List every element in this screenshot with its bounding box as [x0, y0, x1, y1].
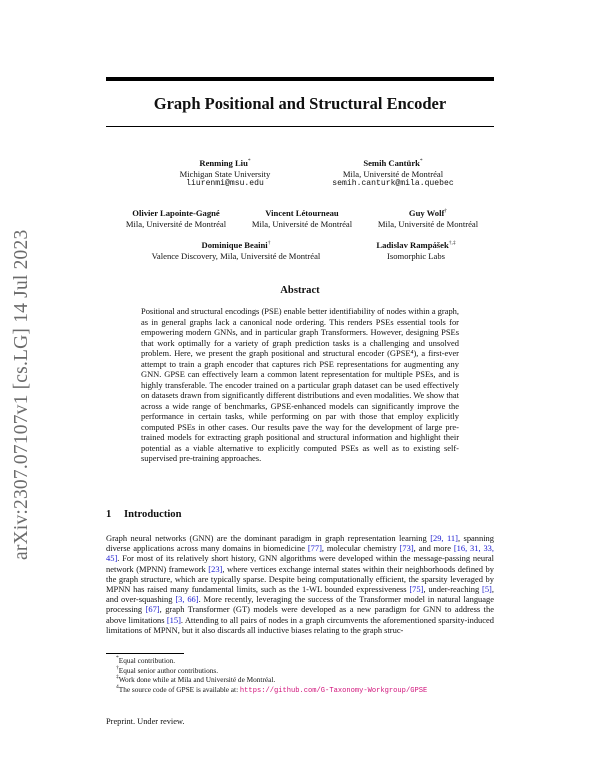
author-name: Vincent Létourneau [265, 208, 339, 218]
citation-link[interactable]: [16, 31, 33, 45] [106, 543, 495, 564]
author-name: Semih Cantürk* [363, 158, 423, 168]
citation-link[interactable]: [15] [166, 614, 181, 625]
author-mark: † [267, 240, 271, 246]
footnote: $^4$The source code of GPSE is available at: https://github.com/G-Taxonomy-Workgroup/GPSE [116, 683, 428, 695]
citation-link[interactable]: [23] [208, 563, 223, 574]
section-number: 1 [106, 509, 112, 520]
paper-title: Graph Positional and Structural Encoder [153, 94, 447, 113]
arxiv-identifier: arXiv:2307.07107v1 [cs.LG] 14 Jul 2023 [11, 229, 32, 560]
author-name: Olivier Lapointe-Gagné [132, 208, 220, 218]
section-title: Introduction [124, 509, 182, 520]
author-affiliation: Mila, Université de Montréal [342, 168, 444, 179]
author-block [298, 158, 488, 190]
source-code-link[interactable]: https://github.com/G-Taxonomy-Workgroup/GPSE [239, 686, 428, 695]
citation-link[interactable]: [77] [307, 543, 322, 554]
author-affiliation: Mila, Université de Montréal [251, 218, 353, 229]
author-block [136, 240, 336, 261]
author-name: Renming Liu* [199, 158, 251, 168]
author-name: Dominique Beaini† [201, 240, 271, 250]
abstract-text: Positional and structural encodings (PSE) enable better identifiability of nodes within a graph, as in general graphs lack a canonical node ordering. This renders PSEs essential tools for empowering modern GNNs, and in particular graph Transformers. However, designing PSEs that work optimally for a variety of graph prediction tasks is a challenging and unsolved problem. Here, we present the graph positional and structural encoder (GPSE⁴), a first-ever attempt to train a graph encoder that captures rich PSE representations for augmenting any GNN. GPSE can effectively learn a common latent representation for multiple PSEs, and is highly transferable. The encoder trained on a particular graph dataset can be used effectively on datasets drawn from significantly different distributions and even modalities. We show that across a wide range of benchmarks, GPSE-enhanced models can significantly improve the performance in certain tasks, while performing on par with those that employ explicitly computed PSEs in other cases. Our results pave the way for the development of large pre-trained models for extracting graph positional and structural information and highlight their potential as a viable alternative to explicitly computed PSEs as well as to existing self-supervised pre-training approaches. [141, 306, 459, 463]
footnotes [116, 656, 494, 696]
author-affiliation: Mila, Université de Montréal [377, 218, 479, 229]
citation-link[interactable]: [3, 66] [175, 594, 199, 605]
citation-link[interactable]: [75] [409, 584, 424, 595]
author-name: Ladislav Rampášek†,‡ [376, 240, 456, 250]
author-email[interactable]: liurenmi@msu.edu [186, 179, 264, 189]
author-mark: † [444, 208, 448, 214]
citation-link[interactable]: [5] [482, 584, 492, 595]
title-top-rule [106, 77, 494, 81]
author-block [360, 240, 472, 261]
author-block [106, 208, 246, 229]
preprint-footer: Preprint. Under review. [106, 717, 185, 726]
footnote: *Equal contribution. [116, 655, 176, 665]
abstract-heading: Abstract [280, 285, 320, 296]
citation-link[interactable]: [67] [145, 604, 160, 615]
author-affiliation: Isomorphic Labs [387, 250, 445, 261]
author-name: Guy Wolf† [408, 208, 448, 218]
section-heading [106, 509, 182, 520]
footnote: ‡Work done while at Mila and Université de Montréal. [116, 674, 276, 685]
author-email[interactable]: semih.canturk@mila.quebec [332, 179, 454, 189]
intro-paragraph: Graph neural networks (GNN) are the dominant paradigm in graph representation learning [29, 11], spanning diverse applications across many domains in biomedicine [77], molecular chemistry [73], and more [16, 31, 33, 45]. For most of its relatively short history, GNN algorithms were developed within the message-passing neural network (MPNN) framework [23], where vertices exchange internal states within their neighborhoods defined by the graph structure, which are typically sparse. Despite being computationally efficient, the sparsity leveraged by MPNN has raised many fundamental limits, such as the 1-WL bounded expressiveness [75], under-reaching [5], and over-squashing [3, 66]. More recently, leveraging the success of the Transformer model in natural language processing [67], graph Transformer (GT) models were developed as a new paradigm for GNN to address the above limitations [15]. Attending to all pairs of nodes in a graph circumvents the aforementioned sparsity-induced limitations of MPNN, but it also discards all inductive biases relating to the graph struc- [106, 533, 495, 635]
citation-link[interactable]: [73] [399, 543, 414, 554]
footnote-rule [106, 653, 184, 654]
author-mark: * [419, 158, 423, 164]
author-block [150, 158, 300, 190]
author-affiliation: Michigan State University [179, 168, 271, 179]
author-affiliation: Mila, Université de Montréal [125, 218, 227, 229]
title-bottom-rule [106, 126, 494, 127]
citation-link[interactable]: [29, 11] [430, 533, 458, 543]
author-block [362, 208, 494, 229]
footnote: †Equal senior author contributions. [116, 664, 219, 675]
author-block [236, 208, 368, 229]
author-mark: * [247, 158, 251, 164]
author-mark: †,‡ [448, 240, 456, 246]
author-affiliation: Valence Discovery, Mila, Université de Montréal [151, 250, 321, 261]
